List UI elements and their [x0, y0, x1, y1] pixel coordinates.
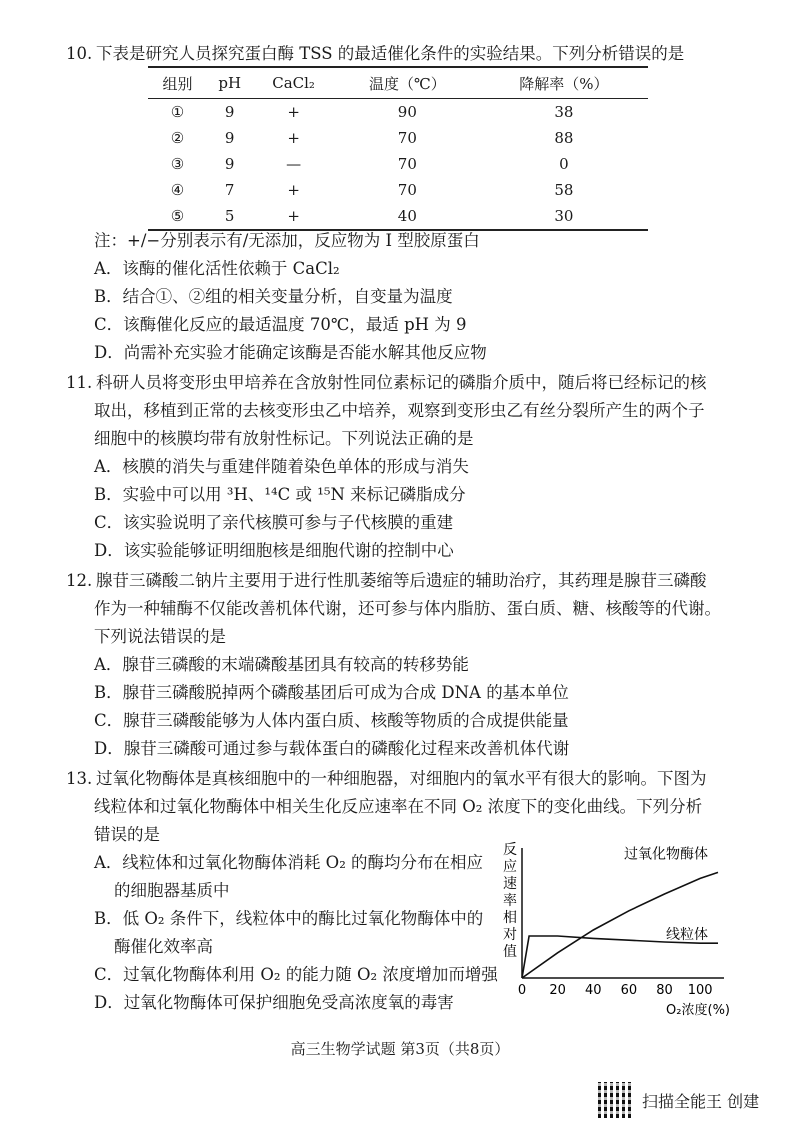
q12-option-c[interactable]: C．腺苷三磷酸能够为人体内蛋白质、核酸等物质的合成提供能量	[94, 711, 569, 730]
q13-number: 13.	[66, 769, 93, 788]
q10-stem	[66, 40, 766, 68]
y-axis-label-char: 率	[503, 893, 517, 909]
table-cell: 70	[397, 181, 417, 199]
table-cell: —	[286, 155, 302, 173]
q13-option-b-cont: 酶催化效率高	[114, 937, 213, 956]
table-cell: ①	[170, 103, 185, 121]
table-cell: +	[287, 129, 300, 147]
q13-option-a-cont: 的细胞器基质中	[114, 881, 230, 900]
scanner-watermark	[598, 1082, 759, 1118]
q10-note: 注：+/−分别表示有/无添加，反应物为 I 型胶原蛋白	[94, 231, 480, 250]
q10-option-a[interactable]: A．该酶的催化活性依赖于 CaCl₂	[94, 259, 340, 278]
x-tick-label: 40	[584, 983, 602, 998]
page-footer: 高三生物学试题 第3页（共8页）	[290, 1040, 510, 1058]
table-row	[148, 151, 648, 177]
q12-stem-line: 作为一种辅酶不仅能改善机体代谢，还可参与体内脂肪、蛋白质、糖、核酸等的代谢。	[94, 599, 721, 618]
table-row	[148, 99, 648, 126]
q10-option-c[interactable]: C．该酶催化反应的最适温度 70℃，最适 pH 为 9	[94, 315, 467, 334]
table-header: pH	[207, 67, 252, 99]
table-cell: 7	[224, 181, 235, 199]
q13-option-c[interactable]: C．过氧化物酶体利用 O₂ 的能力随 O₂ 浓度增加而增强	[94, 965, 498, 984]
q10-table	[148, 66, 648, 231]
q11-stem-line: 科研人员将变形虫甲培养在含放射性同位素标记的磷脂介质中，随后将已经标记的核	[96, 373, 707, 392]
y-axis-label-char: 应	[503, 859, 517, 875]
q13-option-d[interactable]: D．过氧化物酶体可保护细胞免受高浓度氧的毒害	[94, 993, 454, 1012]
q11-option-b[interactable]: B．实验中可以用 ³H、¹⁴C 或 ¹⁵N 来标记磷脂成分	[94, 485, 466, 504]
table-cell: 38	[554, 103, 574, 121]
q13-stem-line: 错误的是	[94, 825, 160, 844]
x-tick-label: 100	[687, 983, 713, 998]
q13-option-a[interactable]: A．线粒体和过氧化物酶体消耗 O₂ 的酶均分布在相应	[94, 853, 484, 872]
q11-option-a[interactable]: A．核膜的消失与重建伴随着染色单体的形成与消失	[94, 457, 469, 476]
table-cell: ②	[170, 129, 185, 147]
table-cell: 40	[335, 203, 480, 230]
table-cell: 9	[224, 103, 235, 121]
table-header: 组别	[148, 67, 207, 99]
x-tick-label: 20	[549, 983, 566, 998]
table-header: 降解率（%）	[480, 67, 648, 99]
x-tick-label: 60	[620, 983, 638, 998]
y-axis-label-char: 对	[503, 927, 517, 943]
table-cell: 88	[554, 129, 574, 147]
o2-rate-chart	[496, 840, 736, 1020]
table-cell: ③	[170, 155, 185, 173]
table-cell: 58	[554, 181, 574, 199]
table-cell: +	[287, 103, 300, 121]
q12-option-d[interactable]: D．腺苷三磷酸可通过参与载体蛋白的磷酸化过程来改善机体代谢	[94, 739, 570, 758]
series-line-peroxisome	[522, 872, 718, 978]
y-axis-label-char: 相	[503, 910, 517, 926]
y-axis-label-char: 值	[503, 944, 517, 960]
q10-option-b[interactable]: B．结合①、②组的相关变量分析，自变量为温度	[94, 287, 453, 306]
series-label: 线粒体	[666, 927, 708, 944]
qr-code-icon	[598, 1082, 634, 1118]
table-cell: 0	[559, 155, 569, 173]
q10-number: 10.	[66, 44, 93, 63]
q13-stem	[66, 765, 766, 793]
q13-option-b[interactable]: B．低 O₂ 条件下，线粒体中的酶比过氧化物酶体中的	[94, 909, 484, 928]
q12-stem	[66, 567, 766, 595]
y-axis-label-char: 速	[503, 876, 517, 892]
q12-stem-line: 下列说法错误的是	[94, 627, 226, 646]
table-cell: 30	[480, 203, 648, 230]
q12-number: 12.	[66, 571, 93, 590]
q10-stem-text: 下表是研究人员探究蛋白酶 TSS 的最适催化条件的实验结果。下列分析错误的是	[96, 44, 685, 63]
table-header: CaCl₂	[252, 67, 334, 99]
x-axis-label: O₂浓度(%)	[666, 1003, 730, 1018]
table-cell: 9	[224, 129, 235, 147]
table-cell: 90	[397, 103, 417, 121]
q11-option-c[interactable]: C．该实验说明了亲代核膜可参与子代核膜的重建	[94, 513, 454, 532]
table-row	[148, 177, 648, 203]
table-header: 温度（℃）	[335, 67, 480, 99]
q12-option-b[interactable]: B．腺苷三磷酸脱掉两个磷酸基团后可成为合成 DNA 的基本单位	[94, 683, 569, 702]
table-cell: 70	[397, 129, 417, 147]
y-axis-label-char: 反	[503, 842, 517, 858]
x-tick-label: 80	[656, 983, 673, 998]
table-cell: +	[252, 203, 334, 230]
table-cell: ⑤	[148, 203, 207, 230]
q12-option-a[interactable]: A．腺苷三磷酸的末端磷酸基团具有较高的转移势能	[94, 655, 469, 674]
q13-stem-line: 线粒体和过氧化物酶体中相关生化反应速率在不同 O₂ 浓度下的变化曲线。下列分析	[94, 797, 703, 816]
table-cell: ④	[170, 181, 185, 199]
q10-option-d[interactable]: D．尚需补充实验才能确定该酶是否能水解其他反应物	[94, 343, 487, 362]
q12-stem-line: 腺苷三磷酸二钠片主要用于进行性肌萎缩等后遗症的辅助治疗，其药理是腺苷三磷酸	[96, 571, 707, 590]
series-label: 过氧化物酶体	[624, 846, 708, 863]
q11-stem-line: 取出，移植到正常的去核变形虫乙中培养，观察到变形虫乙有丝分裂所产生的两个子	[94, 401, 705, 420]
table-cell: 5	[207, 203, 252, 230]
table-row	[148, 125, 648, 151]
q11-stem-line: 细胞中的核膜均带有放射性标记。下列说法正确的是	[94, 429, 474, 448]
q11-option-d[interactable]: D．该实验能够证明细胞核是细胞代谢的控制中心	[94, 541, 454, 560]
x-tick-label: 0	[517, 983, 527, 998]
table-cell: 9	[224, 155, 235, 173]
brand-label: 扫描全能王 创建	[642, 1091, 760, 1111]
table-cell: 70	[397, 155, 417, 173]
q13-stem-line: 过氧化物酶体是真核细胞中的一种细胞器，对细胞内的氧水平有很大的影响。下图为	[96, 769, 707, 788]
table-row	[148, 203, 648, 230]
table-cell: +	[287, 181, 300, 199]
q11-stem	[66, 369, 766, 397]
q11-number: 11.	[66, 373, 93, 392]
